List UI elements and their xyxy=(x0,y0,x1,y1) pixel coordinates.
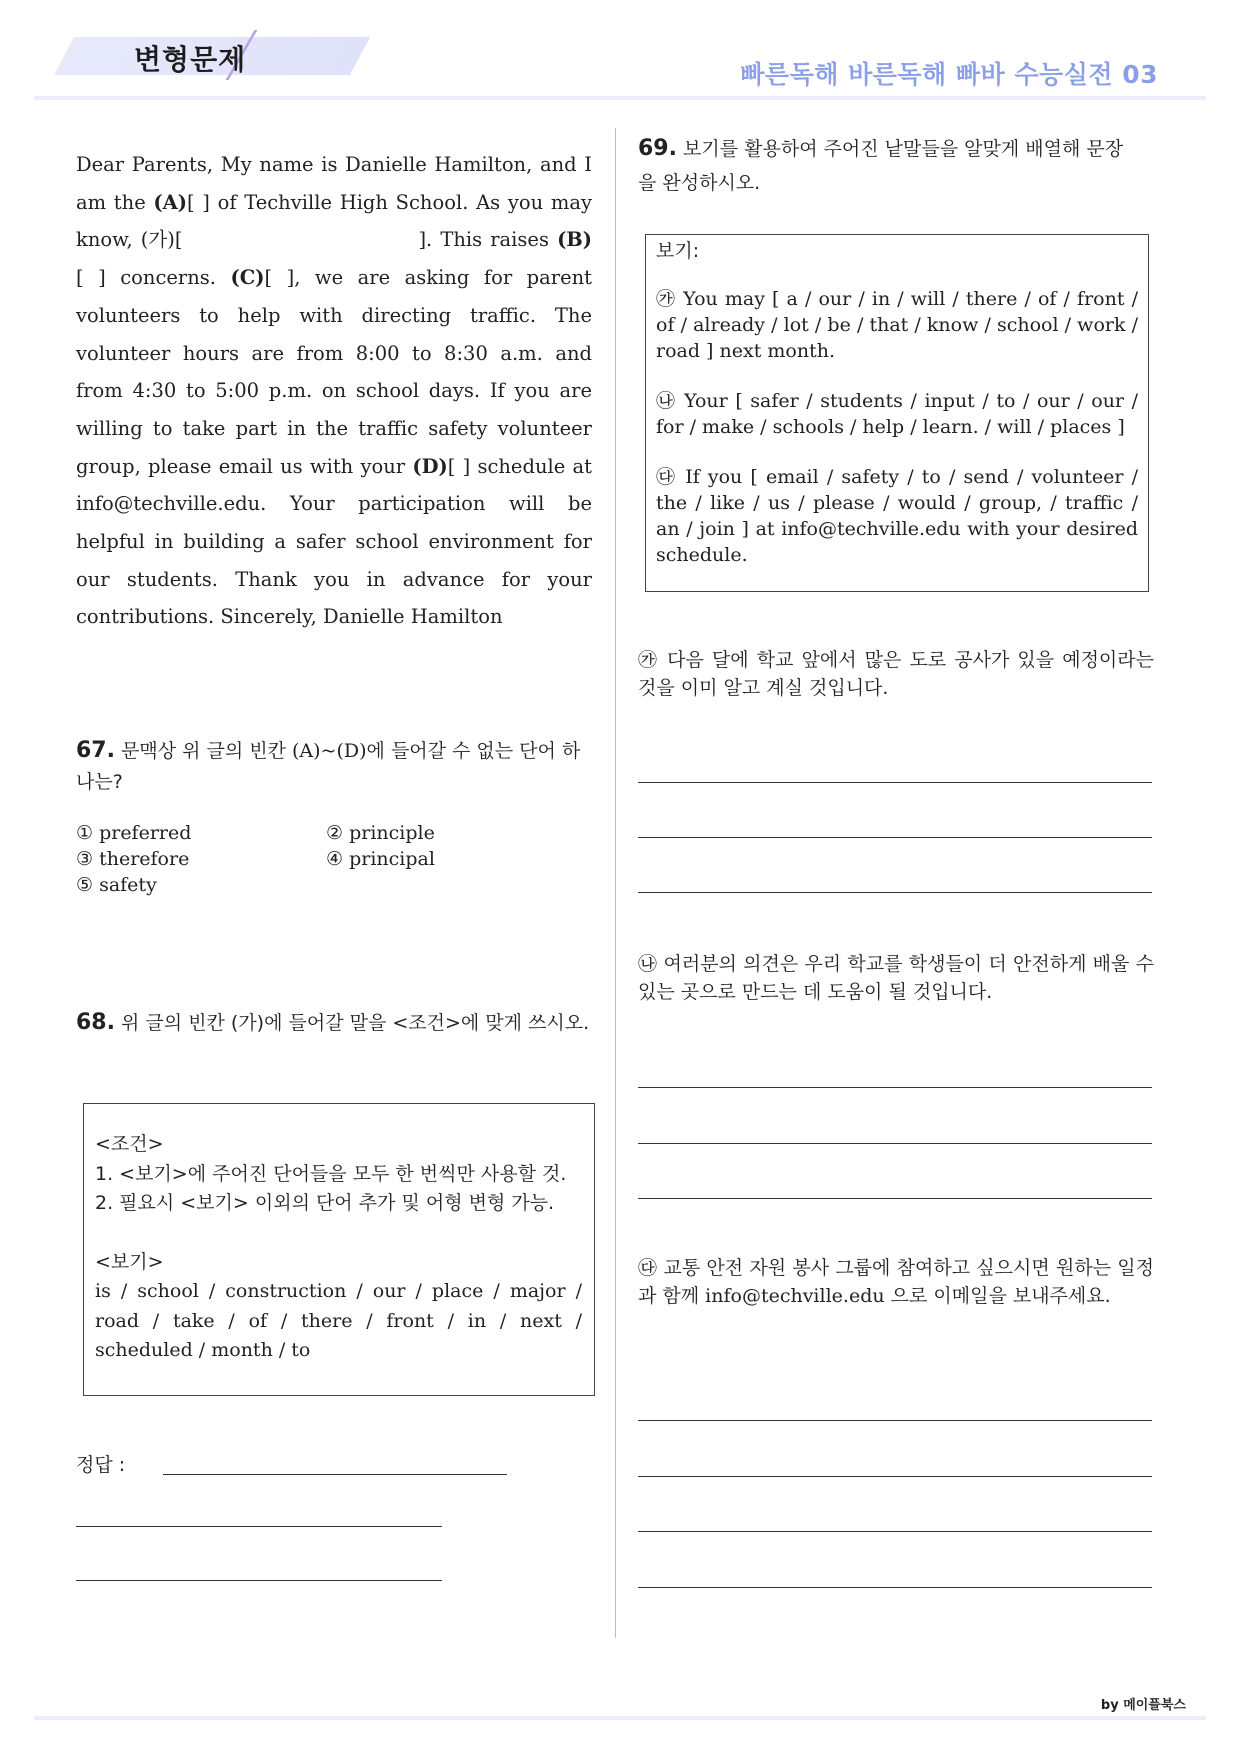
bogi-item-na: ㉯ Your [ safer / students / input / to / our / our / for / make / schools / help / learn. / will / places ] xyxy=(656,390,1138,438)
choice-2[interactable]: ② principle xyxy=(326,822,435,844)
bogi-item-ga: ㉮ You may [ a / our / in / will / there / of / front / of / already / lot / be / that / know / school / work / road ] next month. xyxy=(656,288,1138,362)
prompt-na: ㉯ 여러분의 의견은 우리 학교를 학생들이 더 안전하게 배울 수 있는 곳으로 만드는 데 도움이 될 것입니다. xyxy=(638,953,1154,1003)
question-67 xyxy=(76,735,596,798)
condition-2: 2. 필요시 <보기> 이외의 단어 추가 및 어형 변형 가능. xyxy=(95,1192,555,1214)
passage-text: [ ] concerns. xyxy=(76,266,231,290)
prompt-da xyxy=(638,1254,1154,1310)
blank-a-label: (A) xyxy=(153,190,188,214)
answer-line[interactable] xyxy=(638,1087,1152,1088)
question-69 xyxy=(638,132,1138,200)
passage-text: Dear Parents, My name is Danielle Hamilton, and I am the xyxy=(76,153,592,214)
column-divider xyxy=(615,128,616,1638)
email-address: info@techville.edu xyxy=(705,1285,885,1307)
answer-label: 정답 : xyxy=(76,1454,126,1476)
question-text: 보기를 활용하여 주어진 낱말들을 알맞게 배열해 문장을 완성하시오. xyxy=(638,138,1124,194)
passage-text: [ ], we are asking for parent volunteers to help with directing traffic. The volunteer hours are from 8:00 to 8:30 a.m. and from 4:30 to 5:00 p.m. on school days. If you are willing to take part in the traffic safety volunteer group, please email us with your xyxy=(76,266,593,478)
answer-line[interactable] xyxy=(638,892,1152,893)
answer-line[interactable] xyxy=(638,1531,1152,1532)
bogi-title: <보기> xyxy=(95,1250,164,1273)
question-68 xyxy=(76,1007,596,1039)
choice-3[interactable]: ③ therefore xyxy=(76,848,190,870)
answer-line[interactable] xyxy=(638,1420,1152,1421)
question-text: 에 들어갈 수 없는 단어 하나는? xyxy=(76,740,581,793)
header-badge: 변형문제 xyxy=(134,43,247,76)
footer-credit: by 메이플북스 xyxy=(1100,1698,1186,1713)
header-series-title: 빠른독해 바른독해 빠바 수능실전 03 xyxy=(740,60,1158,89)
blank-ga-label: (가)[ xyxy=(140,228,183,252)
choice-1[interactable]: ① preferred xyxy=(76,822,192,844)
bogi-item-da: ㉰ If you [ email / safety / to / send / volunteer / the / like / us / please / would / group, / traffic / an / join ] at info@techville.edu with your desired schedule. xyxy=(656,466,1138,566)
q67-choices xyxy=(76,820,596,898)
answer-line[interactable] xyxy=(163,1474,507,1475)
prompt-ga: ㉮ 다음 달에 학교 앞에서 많은 도로 공사가 있을 예정이라는 것을 이미 알고 계실 것입니다. xyxy=(638,649,1154,699)
question-text: 문맥상 위 글의 빈칸 xyxy=(114,740,293,762)
blank-c-label: (C) xyxy=(230,266,265,290)
answer-line[interactable] xyxy=(638,782,1152,783)
question-number: 69. xyxy=(638,136,677,161)
prompt-text: ㉰ 교통 안전 자원 봉사 그룹에 참여하고 싶으시면 원하는 일정과 함께 xyxy=(638,1257,1154,1307)
answer-line[interactable] xyxy=(76,1526,442,1527)
answer-line[interactable] xyxy=(638,837,1152,838)
blank-b-label: (B) xyxy=(557,228,592,252)
blank-d-label: (D) xyxy=(412,454,448,478)
bogi-label: 보기: xyxy=(656,240,700,262)
prompt-text: 으로 이메일을 보내주세요. xyxy=(884,1285,1111,1307)
q69-bogi-box xyxy=(645,234,1149,592)
choice-5[interactable]: ⑤ safety xyxy=(76,874,157,896)
condition-title: <조건> xyxy=(95,1133,164,1155)
condition-box xyxy=(83,1103,595,1396)
answer-line[interactable] xyxy=(638,1198,1152,1199)
question-text: (A)~(D) xyxy=(292,740,367,762)
footer-divider xyxy=(34,1716,1206,1720)
answer-line[interactable] xyxy=(638,1587,1152,1588)
question-number: 67. xyxy=(76,738,115,763)
answer-line[interactable] xyxy=(638,1476,1152,1477)
choice-4[interactable]: ④ principal xyxy=(326,848,435,870)
answer-line[interactable] xyxy=(76,1580,442,1581)
reading-passage xyxy=(76,146,592,636)
answer-line[interactable] xyxy=(638,1143,1152,1144)
question-text: 위 글의 빈칸 (가)에 들어갈 말을 <조건>에 맞게 쓰시오. xyxy=(114,1012,590,1034)
bogi-words: is / school / construction / our / place / major / road / take / of / there / front / in / next / scheduled / month / to xyxy=(95,1280,582,1361)
condition-1: 1. <보기>에 주어진 단어들을 모두 한 번씩만 사용할 것. xyxy=(95,1162,567,1185)
passage-text: ]. This raises xyxy=(418,228,558,252)
passage-text: [ ] schedule at info@techville.edu. Your participation will be helpful in building a safer school environment for our students. Thank you in advance for your contributions. Sincerely, Danielle Hamilton xyxy=(76,454,592,629)
question-number: 68. xyxy=(76,1010,115,1035)
header-divider xyxy=(34,96,1206,100)
passage-text: [ ] of Techville High School. As you may know, xyxy=(76,190,592,252)
